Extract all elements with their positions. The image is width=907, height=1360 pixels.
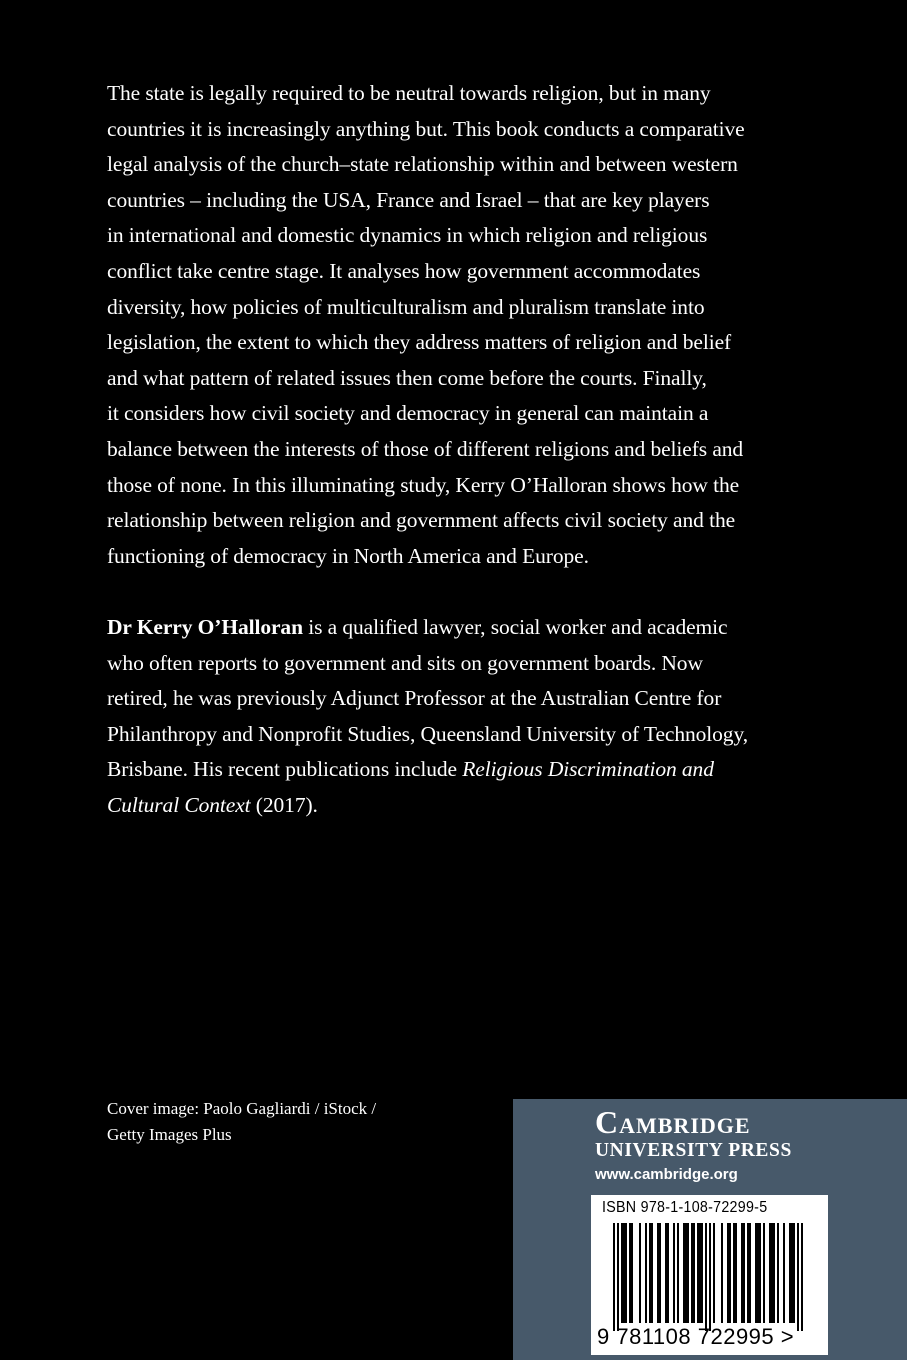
barcode-bar <box>727 1223 729 1323</box>
barcode-bar <box>791 1223 793 1323</box>
barcode-bar <box>729 1223 731 1323</box>
barcode-bar <box>801 1223 803 1331</box>
barcode-bar <box>777 1223 779 1323</box>
publication-title-part-1: Religious Discrimination and <box>462 757 714 782</box>
barcode-bar <box>743 1223 745 1323</box>
barcode-bar <box>657 1223 659 1323</box>
barcode-bar <box>759 1223 761 1323</box>
barcode-bar <box>709 1223 711 1331</box>
barcode-bar <box>789 1223 791 1323</box>
isbn-label: ISBN 978-1-108-72299-5 <box>602 1199 768 1216</box>
barcode-bar <box>649 1223 651 1323</box>
barcode-bar <box>793 1223 795 1323</box>
barcode-bar <box>651 1223 653 1323</box>
author-biography <box>107 610 827 824</box>
barcode-bar <box>677 1223 679 1323</box>
book-description: The state is legally required to be neutral towards religion, but in many countries it is increasingly anything but. This book conducts a comparative legal analysis of the church–state relationship within and between western countries – including the USA, France and Israel – that are key players in international and domestic dynamics in which religion and religious conflict take centre stage. It analyses how government accommodates diversity, how policies of multiculturalism and pluralism translate into legislation, the extent to which they address matters of religion and belief and what pattern of related issues then come before the courts. Finally, it considers how civil society and democracy in general can maintain a balance between the interests of those of different religions and beliefs and those of none. In this illuminating study, Kerry O’Halloran shows how the relationship between religion and government affects civil society and the functioning of democracy in North America and Europe. <box>107 81 745 568</box>
barcode-bar <box>683 1223 685 1323</box>
barcode-bar <box>639 1223 641 1323</box>
barcode-bar <box>623 1223 625 1323</box>
barcode-bar <box>659 1223 661 1323</box>
barcode-bar <box>783 1223 785 1323</box>
bio-text-1: is a qualified lawyer, social worker and academic who often reports to government and sits on government boards. Now retired, he was previously Adjunct Professor at the Australian Centre for Philanthropy and Nonprofit Studies, Queensland University of Technology, Brisbane. His recent publications include <box>107 615 748 782</box>
barcode-bar <box>721 1223 723 1323</box>
barcode-bar <box>769 1223 771 1323</box>
bio-text-2: (2017). <box>250 792 318 817</box>
barcode-bar <box>705 1223 707 1331</box>
barcode-bar <box>685 1223 687 1323</box>
barcode-bar <box>797 1223 799 1331</box>
barcode-bar <box>749 1223 751 1323</box>
barcode-bar <box>757 1223 759 1323</box>
barcode-bar <box>673 1223 675 1323</box>
barcode-bar <box>645 1223 647 1323</box>
barcode-bar <box>617 1223 619 1331</box>
barcode-digits: 9 781108 722995 > <box>597 1324 795 1349</box>
barcode-bar <box>691 1223 693 1323</box>
publisher-name: Cambridge <box>595 1104 751 1140</box>
barcode-bar <box>755 1223 757 1323</box>
barcode-bar <box>741 1223 743 1323</box>
barcode-bar <box>713 1223 715 1323</box>
barcode-panel <box>591 1195 828 1355</box>
barcode-bar <box>697 1223 699 1323</box>
barcode-bar <box>687 1223 689 1323</box>
barcode-bar <box>735 1223 737 1323</box>
publisher-panel <box>513 1099 907 1360</box>
barcode-bar <box>625 1223 627 1323</box>
barcode-bar <box>621 1223 623 1323</box>
barcode-bar <box>667 1223 669 1323</box>
barcode-bar <box>693 1223 695 1323</box>
barcode-bar <box>699 1223 701 1323</box>
barcode-bar <box>613 1223 615 1331</box>
barcode-bar <box>701 1223 703 1323</box>
barcode-bar <box>665 1223 667 1323</box>
publisher-url: www.cambridge.org <box>595 1166 738 1183</box>
publication-title-part-2: Cultural Context <box>107 792 251 817</box>
publisher-subtitle: UNIVERSITY PRESS <box>595 1140 792 1161</box>
barcode-bar <box>773 1223 775 1323</box>
author-name: Dr Kerry O’Halloran <box>107 615 303 639</box>
barcode-bar <box>629 1223 631 1323</box>
cover-image-credit: Cover image: Paolo Gagliardi / iStock / Getty Images Plus <box>107 1099 377 1144</box>
barcode-bar <box>763 1223 765 1323</box>
barcode-bar <box>747 1223 749 1323</box>
barcode-bar <box>733 1223 735 1323</box>
barcode-bar <box>631 1223 633 1323</box>
barcode-bar <box>771 1223 773 1323</box>
